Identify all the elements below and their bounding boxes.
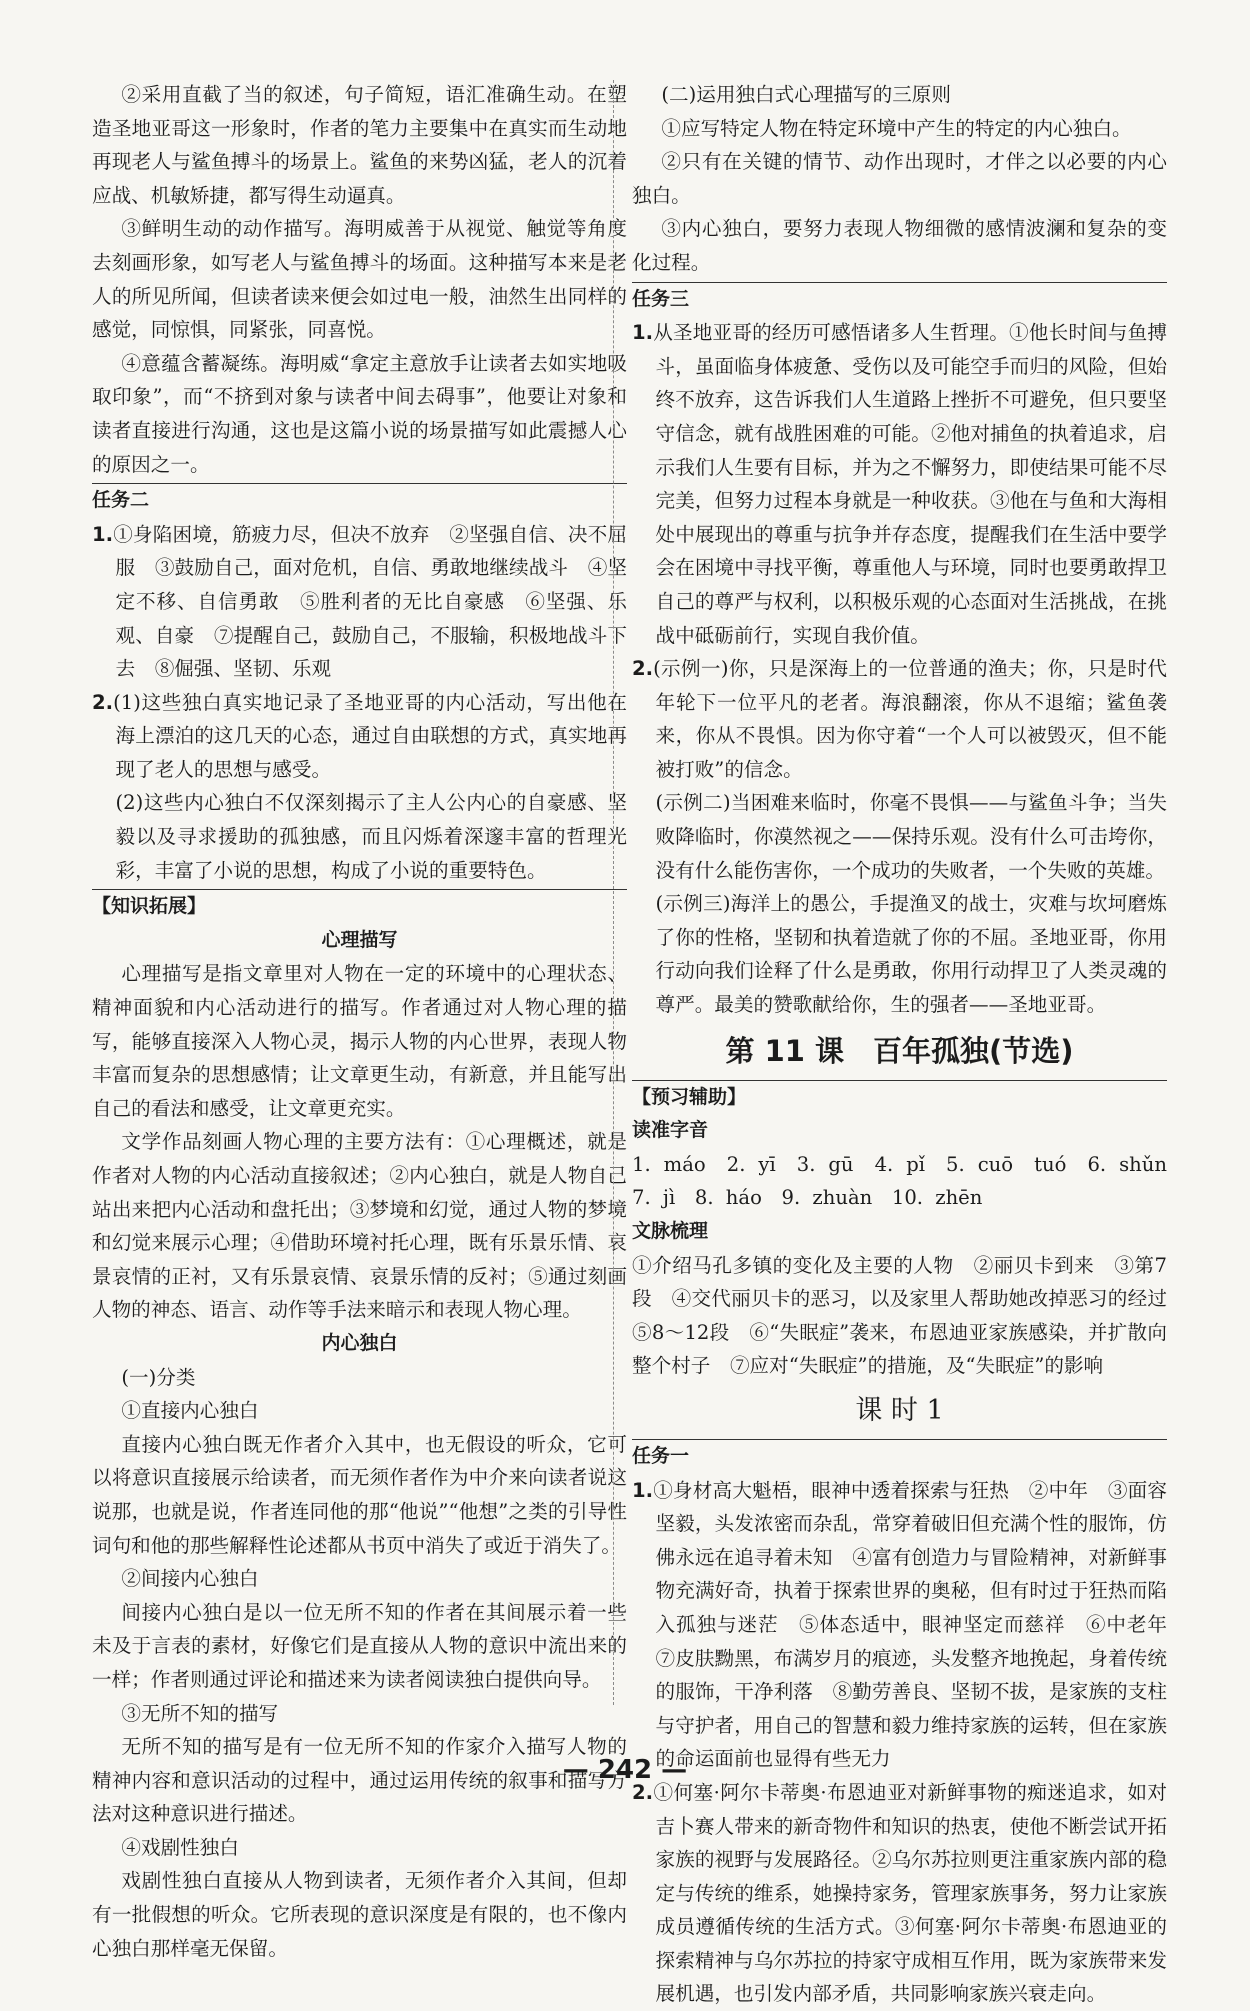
- item-text: (1)这些独白真实地记录了圣地亚哥的内心活动，写出他在海上漂泊的这几天的心态，通过自由联想的方式，真实地再现了老人的思想与感受。: [113, 690, 627, 781]
- paragraph: 直接内心独白既无作者介入其中，也无假设的听众，它可以将意识直接展示给读者，而无须作者作为中介来向读者说这说那，也就是说，作者连同他的那“他说”“他想”之类的引导性词句和他的那些解释性论述都从书页中消失了或近于消失了。: [92, 1432, 627, 1557]
- task2-item-2b: (2)这些内心独白不仅深刻揭示了主人公内心的自豪感、坚毅以及寻求援助的孤独感，而且闪烁着深邃丰富的哲理光彩，丰富了小说的思想，构成了小说的重要特色。: [115, 791, 627, 882]
- preview-heading: 【预习辅助】: [632, 1080, 1167, 1115]
- item-text: ①身陷困境，筋疲力尽，但决不放弃 ②坚强自信、决不屈服 ③鼓励自己，面对危机，自信、勇敢地继续战斗 ④坚定不移、自信勇敢 ⑤胜利者的无比自豪感 ⑥坚强、乐观、自豪 ⑦提醒自己，鼓励自己，不服输，积极地战斗下去 ⑧倔强、坚韧、乐观: [113, 522, 627, 681]
- paragraph: 间接内心独白是以一位无所不知的作者在其间展示着一些未及于言表的素材，好像它们是直接从人物的意识中流出来的一样；作者则通过评论和描述来为读者阅读独白提供向导。: [92, 1600, 627, 1691]
- subheading: ②间接内心独白: [121, 1567, 259, 1591]
- read-heading: 读准字音: [632, 1119, 709, 1142]
- subheading: ③无所不知的描写: [121, 1701, 279, 1725]
- monologue-title: 内心独白: [321, 1331, 398, 1354]
- principle: ①应写特定人物在特定环境中产生的特定的内心独白。: [661, 116, 1132, 140]
- paragraph: ②采用直截了当的叙述，句子简短，语汇准确生动。在塑造圣地亚哥这一形象时，作者的笔力主要集中在真实而生动地再现老人与鲨鱼搏斗的场景上。鲨鱼的来势凶猛，老人的沉着应战、机敏矫捷，都写得生动逼真。: [92, 83, 627, 207]
- paragraph: ③鲜明生动的动作描写。海明威善于从视觉、触觉等角度去刻画形象，如写老人与鲨鱼搏斗的场面。这种描写本来是老人的所见所闻，但读者读来便会如过电一般，油然生出同样的感觉，同惊惧，同紧张，同喜悦。: [92, 217, 627, 342]
- item-number: 2.: [632, 1780, 654, 1804]
- item-number: 2.: [92, 690, 114, 714]
- paragraph: 无所不知的描写是有一位无所不知的作家介入描写人物的精神内容和意识活动的过程中，通过运用传统的叙事和描写方法对这种意识进行描述。: [92, 1735, 627, 1826]
- task3-item-1: [632, 316, 1167, 652]
- item-number: 1.: [92, 522, 114, 546]
- item-text: ①身材高大魁梧，眼神中透着探索与狂热 ②中年 ③面容坚毅，头发浓密而杂乱，常穿着破旧但充满个性的服饰，仿佛永远在追寻着未知 ④富有创造力与冒险精神，对新鲜事物充满好奇，执着于探索世界的奥秘，但有时过于狂热而陷入孤独与迷茫 ⑤体态适中，眼神坚定而慈祥 ⑥中老年 ⑦皮肤黝黑，布满岁月的痕迹，头发整齐地挽起，身着传统的服饰，干净利落 ⑧勤劳善良、坚韧不拔，是家族的支柱与守护者，用自己的智慧和毅力维持家族的运转，但在家族的命运面前也显得有些无力: [653, 1478, 1187, 1771]
- pinyin-answers: 1. máo 2. yī 3. gū 4. pǐ 5. cuō tuó 6. shǔn 7. jì 8. háo 9. zhuàn 10. zhēn: [632, 1152, 1187, 1210]
- left-column: [92, 78, 627, 1965]
- principles-heading: (二)运用独白式心理描写的三原则: [661, 83, 951, 106]
- example: (示例三)海洋上的愚公，手提渔叉的战士，灾难与坎坷磨炼了你的性格，坚韧和执着造就了你的不屈。圣地亚哥，你用行动向我们诠释了什么是勇敢，你用行动捍卫了人类灵魂的尊严。最美的赞歌献给你，生的强者——圣地亚哥。: [655, 892, 1167, 1017]
- paragraph: ④意蕴含蓄凝练。海明威“拿定主意放手让读者去如实地吸取印象”，而“不挤到对象与读者中间去碍事”，他要让对象和读者直接进行沟通，这也是这篇小说的场景描写如此震撼人心的原因之一。: [92, 351, 627, 476]
- item-text: ①何塞·阿尔卡蒂奥·布恩迪亚对新鲜事物的痴迷追求，如对吉卜赛人带来的新奇物件和知识的热衷，使他不断尝试开拓家族的视野与发展路径。②乌尔苏拉则更注重家族内部的稳定与传统的维系，她操持家务，管理家族事务，努力让家族成员遵循传统的生活方式。③何塞·阿尔卡蒂奥·布恩迪亚的探索精神与乌尔苏拉的持家守成相互作用，既为家族带来发展机遇，也引发内部矛盾，共同影响家族兴衰走向。: [653, 1780, 1167, 2006]
- psych-title: 心理描写: [321, 928, 398, 951]
- item-number: 1.: [632, 1478, 654, 1502]
- item-text: 从圣地亚哥的经历可感悟诸多人生哲理。①他长时间与鱼搏斗，虽面临身体疲惫、受伤以及可能空手而归的风险，但始终不放弃，这告诉我们人生道路上挫折不可避免，但只要坚守信念，就有战胜困难的可能。②他对捕鱼的执着追求，启示我们人生要有目标，并为之不懈努力，即使结果可能不尽完美，但努力过程本身就是一种收获。③他在与鱼和大海相处中展现出的尊重与抗争并存态度，提醒我们在生活中要学会在困境中寻找平衡，尊重他人与环境，同时也要勇敢捍卫自己的尊严与权利，以积极乐观的心态面对生活挑战，在挑战中砥砺前行，实现自我价值。: [653, 321, 1167, 647]
- paragraph: 戏剧性独白直接从人物到读者，无须作者介入其间，但却有一批假想的听众。它所表现的意识深度是有限的，也不像内心独白那样毫无保留。: [92, 1869, 627, 1960]
- lesson-title: 第 11 课 百年孤独(节选): [725, 1033, 1074, 1068]
- principle: ③内心独白，要努力表现人物细微的感情波澜和复杂的变化过程。: [632, 217, 1167, 274]
- knowledge-heading: 【知识拓展】: [92, 889, 627, 924]
- item-number: 2.: [632, 657, 654, 681]
- outline-heading: 文脉梳理: [632, 1220, 709, 1242]
- example: (示例二)当困难来临时，你毫不畏惧——与鲨鱼斗争；当失败降临时，你漠然视之——保持乐观。没有什么可击垮你，没有什么能伤害你，一个成功的失败者，一个失败的英雄。: [655, 791, 1167, 882]
- subheading: ④戏剧性独白: [121, 1835, 239, 1859]
- task3-item-2: [632, 652, 1167, 786]
- item-number: 1.: [632, 321, 654, 345]
- task2-item-2: [92, 686, 627, 787]
- outline-answers: ①介绍马孔多镇的变化及主要的人物 ②丽贝卡到来 ③第7段 ④交代丽贝卡的恶习，以及家里人帮助她改掉恶习的经过 ⑤8～12段 ⑥“失眠症”袭来，布恩迪亚家族感染，并扩散向整个村子 ⑦应对“失眠症”的措施，及“失眠症”的影响: [632, 1253, 1187, 1378]
- task2-heading: 任务二: [92, 483, 627, 518]
- task3-heading: 任务三: [632, 282, 1167, 317]
- subheading: ①直接内心独白: [121, 1399, 259, 1423]
- right-column: [632, 78, 1187, 2011]
- classification-heading: (一)分类: [121, 1365, 196, 1389]
- item-text: (示例一)你，只是深海上的一位普通的渔夫；你，只是时代年轮下一位平凡的老者。海浪翻滚，你从不退缩；鲨鱼袭来，你从不畏惧。因为你守着“一个人可以被毁灭，但不能被打败”的信念。: [653, 657, 1167, 781]
- principle: ②只有在关键的情节、动作出现时，才伴之以必要的内心独白。: [632, 150, 1167, 207]
- paragraph: 文学作品刻画人物心理的主要方法有：①心理概述，就是作者对人物的内心活动直接叙述；②内心独白，就是人物自己站出来把内心活动和盘托出；③梦境和幻觉，通过人物的梦境和幻觉来展示心理；④借助环境衬托心理，既有乐景乐情、哀景哀情的正衬，又有乐景哀情、哀景乐情的反衬；⑤通过刻画人物的神态、语言、动作等手法来暗示和表现人物心理。: [92, 1130, 627, 1322]
- paragraph: 心理描写是指文章里对人物在一定的环境中的心理状态、精神面貌和内心活动进行的描写。作者通过对人物心理的描写，能够直接深入人物心灵，揭示人物的内心世界，表现人物丰富而复杂的思想感情；让文章更生动，有新意，并且能写出自己的看法和感受，让文章更充实。: [92, 962, 627, 1120]
- column-divider: [613, 80, 614, 1705]
- page-number: — 242 —: [562, 1755, 688, 1785]
- task1-item-1: [632, 1474, 1187, 1776]
- task1-item-2: [632, 1776, 1167, 2011]
- period-title: 课 时 1: [855, 1394, 944, 1426]
- task1-heading: 任务一: [632, 1439, 1167, 1474]
- task2-item-1: [92, 518, 627, 686]
